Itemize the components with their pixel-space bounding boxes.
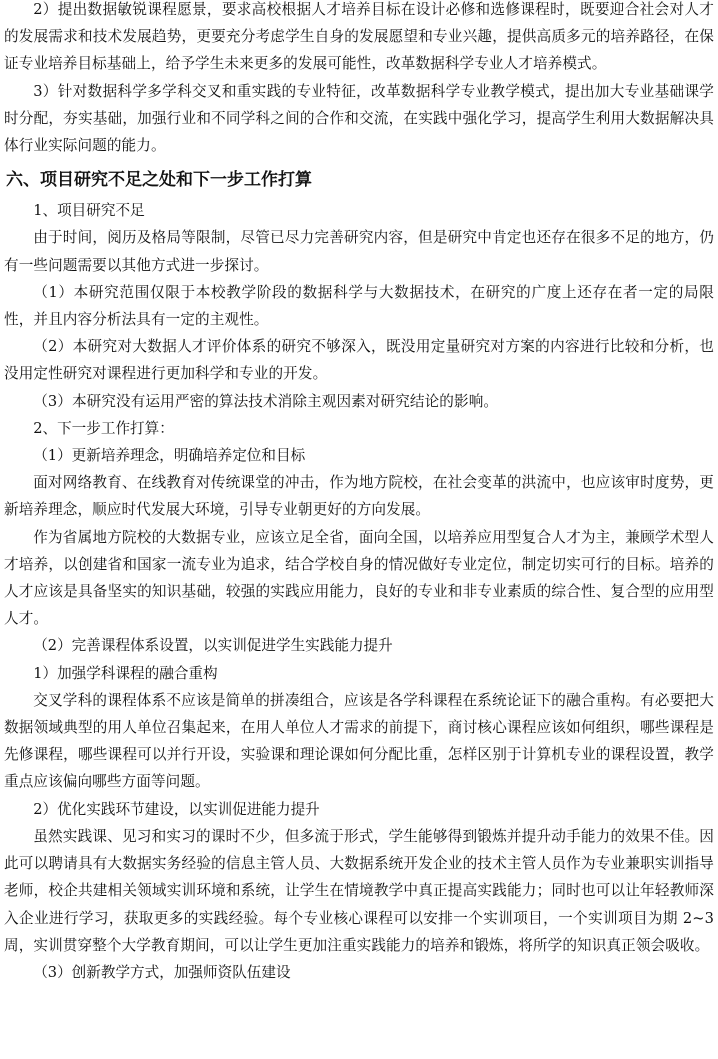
subheading-curriculum-system: （2）完善课程体系设置，以实训促进学生实践能力提升	[33, 637, 393, 655]
paragraph-course-restructure: 交叉学科的课程体系不应该是简单的拼凑组合，应该是各学科课程在系统论证下的融合重构。有必要把大数据领域典型的用人单位召集起来，在用人单位人才需求的前提下，商讨核心课程应该如何组织，哪些课程是先修课程，哪些课程可以并行开设，实验课和理论课如何分配比重，怎样区别于计算机专业的课程设置，教学重点应该偏向哪些方面等问题。	[4, 691, 714, 791]
paragraph-teaching-mode: 3）针对数据科学多学科交叉和重实践的专业特征，改革数据科学专业教学模式，提出加大专业基础课学时分配，夯实基础，加强行业和不同学科之间的合作和交流，在实践中强化学习，提高学生利用大数据解决具体行业实际问题的能力。	[4, 82, 714, 155]
section-heading: 六、项目研究不足之处和下一步工作打算	[6, 170, 312, 191]
paragraph-online-education: 面对网络教育、在线教育对传统课堂的冲击，作为地方院校，在社会变革的洪流中，也应该审时度势，更新培养理念，顺应时代发展大环境，引导专业朝更好的方向发展。	[4, 474, 714, 519]
subheading-practice: 2）优化实践环节建设，以实训促进能力提升	[33, 800, 320, 818]
paragraph-practice-training: 虽然实践课、见习和实习的课时不少，但多流于形式，学生能够得到锻炼并提升动手能力的效果不佳。因此可以聘请具有大数据实务经验的信息主管人员、大数据系统开发企业的技术主管人员作为专业兼职实训指导老师，校企共建相关领域实训环境和系统，让学生在情境教学中真正提高实践能力；同时也可以让年轻教师深入企业进行学习，获取更多的实践经验。每个专业核心课程可以安排一个实训项目，一个实训项目为期 2~3 周，实训贯穿整个大学教育期间，可以让学生更加注重实践能力的培养和锻炼，将所学的知识真正领会吸收。	[4, 827, 714, 954]
paragraph-limitation-3: （3）本研究没有运用严密的算法技术消除主观因素对研究结论的影响。	[33, 392, 499, 410]
subheading-next-steps: 2、下一步工作打算：	[33, 419, 174, 437]
subheading-update-concept: （1）更新培养理念，明确培养定位和目标	[33, 447, 306, 465]
paragraph-limitation-1: （1）本研究范围仅限于本校教学阶段的数据科学与大数据技术，在研究的广度上还存在者一定的局限性，并且内容分析法具有一定的主观性。	[4, 283, 714, 329]
paragraph-positioning: 作为省属地方院校的大数据专业，应该立足全省，面向全国，以培养应用型复合人才为主，兼顾学术型人才培养，以创建省和国家一流专业为追求，结合学校自身的情况做好专业定位，制定切实可行的目标。培养的人才应该是具备坚实的知识基础，较强的实践应用能力，良好的专业和非专业素质的综合性、复合型的应用型人才。	[4, 528, 714, 628]
subheading-teaching-innovation: （3）创新教学方式，加强师资队伍建设	[33, 963, 291, 981]
subheading-shortcomings: 1、项目研究不足	[33, 202, 145, 220]
paragraph-curriculum-vision: 2）提出数据敏锐课程愿景，要求高校根据人才培养目标在设计必修和选修课程时，既要迎合社会对人才的发展需求和技术发展趋势，更要充分考虑学生自身的发展愿望和专业兴趣，提供高质多元的培养路径，在保证专业培养目标基础上，给予学生未来更多的发展可能性，改革数据科学专业人才培养模式。	[4, 1, 714, 73]
paragraph-limitation-2: （2）本研究对大数据人才评价体系的研究不够深入，既没用定量研究对方案的内容进行比较和分析，也没用定性研究对课程进行更加科学和专业的开发。	[4, 338, 714, 383]
paragraph-limitations-intro: 由于时间，阅历及格局等限制，尽管已尽力完善研究内容，但是研究中肯定也还存在很多不足的地方，仍有一些问题需要以其他方式进一步探讨。	[4, 229, 714, 274]
subheading-course-integration: 1）加强学科课程的融合重构	[33, 664, 218, 682]
